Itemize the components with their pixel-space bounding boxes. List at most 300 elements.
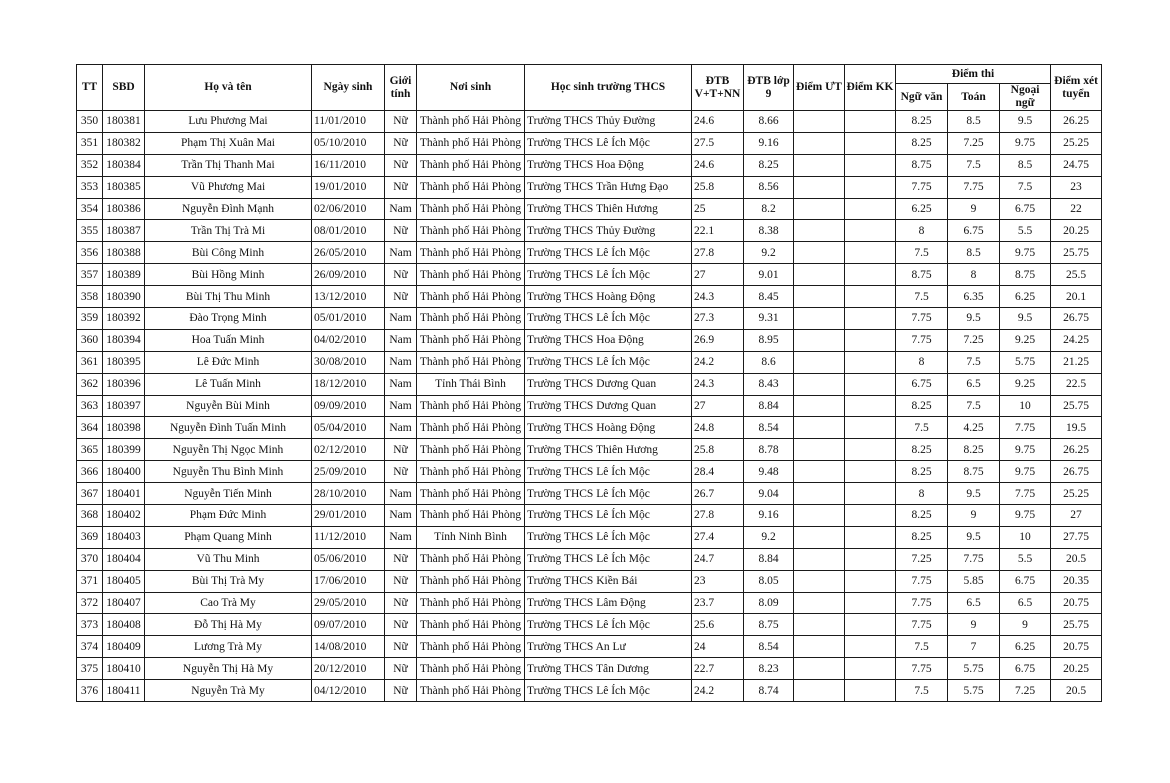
cell-gender: Nam	[385, 417, 417, 439]
cell-ngoai-ngu: 9.25	[1000, 329, 1051, 351]
cell-gender: Nam	[385, 505, 417, 527]
cell-school: Trường THCS Lê Ích Mộc	[525, 505, 692, 527]
table-row	[77, 461, 1102, 483]
cell-birthplace: Thành phố Hải Phòng	[417, 264, 525, 286]
cell-dtb-vtn: 27.3	[692, 308, 744, 330]
table-row	[77, 417, 1102, 439]
table-row	[77, 592, 1102, 614]
header-dtb-vtn: ĐTB V+T+NN	[692, 65, 744, 111]
header-gender: Giới tính	[385, 65, 417, 111]
cell-school: Trường THCS Kiền Bái	[525, 570, 692, 592]
cell-diem-kk	[845, 526, 896, 548]
cell-ngu-van: 7.25	[896, 548, 948, 570]
cell-school: Trường THCS Dương Quan	[525, 395, 692, 417]
cell-ngu-van: 7.5	[896, 680, 948, 702]
cell-dtb-lop9: 9.2	[744, 242, 794, 264]
table-row	[77, 176, 1102, 198]
cell-ngu-van: 8.25	[896, 526, 948, 548]
cell-toan: 7	[948, 636, 1000, 658]
cell-dob: 09/09/2010	[312, 395, 385, 417]
cell-diem-ut	[794, 658, 845, 680]
cell-birthplace: Thành phố Hải Phòng	[417, 505, 525, 527]
header-birthplace: Nơi sinh	[417, 65, 525, 111]
cell-school: Trường THCS Hoa Động	[525, 329, 692, 351]
cell-tt: 359	[77, 308, 103, 330]
cell-birthplace: Thành phố Hải Phòng	[417, 242, 525, 264]
table-row	[77, 614, 1102, 636]
header-toan: Toán	[948, 84, 1000, 111]
cell-dob: 08/01/2010	[312, 220, 385, 242]
cell-tt: 366	[77, 461, 103, 483]
cell-tt: 360	[77, 329, 103, 351]
cell-toan: 9	[948, 614, 1000, 636]
table-row	[77, 220, 1102, 242]
cell-diem-xet-tuyen: 20.5	[1051, 680, 1102, 702]
cell-sbd: 180411	[103, 680, 145, 702]
header-diem-ut: Điểm ƯT	[794, 65, 845, 111]
cell-school: Trường THCS Lê Ích Mộc	[525, 461, 692, 483]
cell-dtb-lop9: 8.45	[744, 286, 794, 308]
cell-school: Trường THCS Thủy Đường	[525, 111, 692, 133]
header-sbd: SBD	[103, 65, 145, 111]
cell-diem-kk	[845, 198, 896, 220]
cell-birthplace: Thành phố Hải Phòng	[417, 614, 525, 636]
cell-diem-ut	[794, 483, 845, 505]
cell-dtb-vtn: 25.8	[692, 176, 744, 198]
cell-birthplace: Thành phố Hải Phòng	[417, 220, 525, 242]
cell-dtb-vtn: 23	[692, 570, 744, 592]
cell-ngoai-ngu: 6.75	[1000, 570, 1051, 592]
cell-diem-kk	[845, 570, 896, 592]
cell-diem-kk	[845, 373, 896, 395]
cell-tt: 375	[77, 658, 103, 680]
cell-diem-kk	[845, 176, 896, 198]
cell-tt: 376	[77, 680, 103, 702]
cell-toan: 7.5	[948, 395, 1000, 417]
cell-sbd: 180404	[103, 548, 145, 570]
cell-diem-kk	[845, 417, 896, 439]
cell-dtb-lop9: 9.2	[744, 526, 794, 548]
cell-diem-kk	[845, 505, 896, 527]
cell-name: Nguyễn Thị Ngọc Minh	[145, 439, 312, 461]
cell-birthplace: Thành phố Hải Phòng	[417, 329, 525, 351]
cell-sbd: 180408	[103, 614, 145, 636]
cell-ngu-van: 7.75	[896, 570, 948, 592]
header-name: Họ và tên	[145, 65, 312, 111]
cell-tt: 365	[77, 439, 103, 461]
cell-dtb-lop9: 8.75	[744, 614, 794, 636]
cell-ngoai-ngu: 8.5	[1000, 154, 1051, 176]
cell-ngoai-ngu: 5.75	[1000, 351, 1051, 373]
cell-dtb-lop9: 8.23	[744, 658, 794, 680]
cell-ngu-van: 8.25	[896, 439, 948, 461]
cell-ngu-van: 8.75	[896, 154, 948, 176]
cell-dob: 02/12/2010	[312, 439, 385, 461]
cell-gender: Nam	[385, 373, 417, 395]
cell-dtb-lop9: 8.84	[744, 395, 794, 417]
table-row	[77, 264, 1102, 286]
cell-dtb-lop9: 8.6	[744, 351, 794, 373]
cell-dob: 05/10/2010	[312, 132, 385, 154]
cell-dob: 17/06/2010	[312, 570, 385, 592]
cell-ngoai-ngu: 6.25	[1000, 636, 1051, 658]
cell-dtb-vtn: 27.4	[692, 526, 744, 548]
cell-dtb-lop9: 8.78	[744, 439, 794, 461]
cell-dob: 09/07/2010	[312, 614, 385, 636]
cell-toan: 9	[948, 505, 1000, 527]
cell-dtb-vtn: 24.7	[692, 548, 744, 570]
cell-dtb-lop9: 8.84	[744, 548, 794, 570]
table-row	[77, 373, 1102, 395]
cell-toan: 7.5	[948, 154, 1000, 176]
cell-diem-xet-tuyen: 25.25	[1051, 483, 1102, 505]
cell-toan: 7.25	[948, 132, 1000, 154]
cell-diem-kk	[845, 614, 896, 636]
cell-name: Nguyễn Tiến Minh	[145, 483, 312, 505]
cell-dtb-vtn: 26.9	[692, 329, 744, 351]
cell-ngoai-ngu: 6.25	[1000, 286, 1051, 308]
cell-diem-xet-tuyen: 24.75	[1051, 154, 1102, 176]
cell-gender: Nữ	[385, 220, 417, 242]
cell-diem-xet-tuyen: 20.25	[1051, 658, 1102, 680]
cell-diem-xet-tuyen: 20.35	[1051, 570, 1102, 592]
cell-dtb-vtn: 27.8	[692, 505, 744, 527]
cell-diem-ut	[794, 680, 845, 702]
cell-sbd: 180407	[103, 592, 145, 614]
cell-school: Trường THCS Lê Ích Mộc	[525, 483, 692, 505]
cell-gender: Nữ	[385, 680, 417, 702]
table-row	[77, 439, 1102, 461]
cell-name: Nguyễn Thu Bình Minh	[145, 461, 312, 483]
cell-dtb-lop9: 9.01	[744, 264, 794, 286]
cell-gender: Nữ	[385, 286, 417, 308]
cell-gender: Nữ	[385, 614, 417, 636]
cell-diem-ut	[794, 461, 845, 483]
cell-school: Trường THCS Dương Quan	[525, 373, 692, 395]
cell-gender: Nữ	[385, 592, 417, 614]
cell-ngoai-ngu: 7.25	[1000, 680, 1051, 702]
cell-ngu-van: 8.75	[896, 264, 948, 286]
cell-gender: Nam	[385, 308, 417, 330]
cell-name: Vũ Phương Mai	[145, 176, 312, 198]
cell-school: Trường THCS Lê Ích Mộc	[525, 526, 692, 548]
cell-school: Trường THCS Thiên Hương	[525, 198, 692, 220]
cell-dtb-lop9: 8.09	[744, 592, 794, 614]
header-diem-xet-tuyen: Điểm xét tuyển	[1051, 65, 1102, 111]
cell-gender: Nữ	[385, 264, 417, 286]
cell-diem-kk	[845, 439, 896, 461]
cell-dob: 13/12/2010	[312, 286, 385, 308]
cell-tt: 352	[77, 154, 103, 176]
cell-school: Trường THCS Lê Ích Mộc	[525, 351, 692, 373]
cell-tt: 350	[77, 111, 103, 133]
cell-diem-ut	[794, 132, 845, 154]
cell-birthplace: Thành phố Hải Phòng	[417, 198, 525, 220]
cell-ngu-van: 8.25	[896, 505, 948, 527]
cell-gender: Nữ	[385, 658, 417, 680]
cell-ngu-van: 8	[896, 351, 948, 373]
cell-school: Trường THCS Lê Ích Mộc	[525, 680, 692, 702]
cell-ngu-van: 7.5	[896, 417, 948, 439]
cell-toan: 7.75	[948, 176, 1000, 198]
cell-name: Phạm Quang Minh	[145, 526, 312, 548]
cell-school: Trường THCS Hoàng Động	[525, 286, 692, 308]
cell-dtb-vtn: 26.7	[692, 483, 744, 505]
cell-birthplace: Thành phố Hải Phòng	[417, 483, 525, 505]
cell-diem-xet-tuyen: 21.25	[1051, 351, 1102, 373]
cell-ngoai-ngu: 6.75	[1000, 198, 1051, 220]
cell-dtb-vtn: 24.2	[692, 680, 744, 702]
cell-dtb-lop9: 8.74	[744, 680, 794, 702]
header-diem-thi: Điểm thi	[896, 65, 1051, 84]
cell-tt: 361	[77, 351, 103, 373]
cell-school: Trường THCS Lê Ích Mộc	[525, 264, 692, 286]
cell-gender: Nam	[385, 198, 417, 220]
cell-school: Trường THCS Hoàng Động	[525, 417, 692, 439]
cell-dob: 20/12/2010	[312, 658, 385, 680]
cell-toan: 8.25	[948, 439, 1000, 461]
cell-toan: 8.5	[948, 242, 1000, 264]
table-row	[77, 395, 1102, 417]
cell-dob: 28/10/2010	[312, 483, 385, 505]
cell-diem-ut	[794, 548, 845, 570]
cell-sbd: 180409	[103, 636, 145, 658]
cell-toan: 6.75	[948, 220, 1000, 242]
cell-birthplace: Thành phố Hải Phòng	[417, 351, 525, 373]
cell-dtb-vtn: 25	[692, 198, 744, 220]
cell-dob: 26/05/2010	[312, 242, 385, 264]
cell-tt: 356	[77, 242, 103, 264]
cell-ngu-van: 8.25	[896, 461, 948, 483]
cell-name: Vũ Thu Minh	[145, 548, 312, 570]
cell-toan: 8	[948, 264, 1000, 286]
cell-ngoai-ngu: 9.5	[1000, 111, 1051, 133]
cell-dtb-vtn: 22.7	[692, 658, 744, 680]
cell-sbd: 180386	[103, 198, 145, 220]
table-row	[77, 286, 1102, 308]
cell-tt: 351	[77, 132, 103, 154]
cell-sbd: 180395	[103, 351, 145, 373]
cell-ngoai-ngu: 5.5	[1000, 548, 1051, 570]
cell-gender: Nữ	[385, 439, 417, 461]
cell-gender: Nam	[385, 351, 417, 373]
cell-dob: 05/04/2010	[312, 417, 385, 439]
cell-dtb-lop9: 8.2	[744, 198, 794, 220]
cell-dtb-lop9: 8.95	[744, 329, 794, 351]
cell-dob: 16/11/2010	[312, 154, 385, 176]
cell-dtb-vtn: 27	[692, 264, 744, 286]
cell-dtb-vtn: 24.2	[692, 351, 744, 373]
cell-birthplace: Thành phố Hải Phòng	[417, 417, 525, 439]
cell-birthplace: Thành phố Hải Phòng	[417, 308, 525, 330]
cell-sbd: 180394	[103, 329, 145, 351]
cell-diem-xet-tuyen: 27.75	[1051, 526, 1102, 548]
cell-toan: 6.35	[948, 286, 1000, 308]
cell-gender: Nữ	[385, 570, 417, 592]
cell-name: Bùi Công Minh	[145, 242, 312, 264]
cell-diem-ut	[794, 592, 845, 614]
cell-ngu-van: 6.75	[896, 373, 948, 395]
cell-sbd: 180385	[103, 176, 145, 198]
table-row	[77, 483, 1102, 505]
cell-diem-ut	[794, 417, 845, 439]
cell-dtb-lop9: 8.54	[744, 636, 794, 658]
cell-dtb-vtn: 27	[692, 395, 744, 417]
cell-gender: Nữ	[385, 176, 417, 198]
cell-dtb-vtn: 27.5	[692, 132, 744, 154]
cell-diem-xet-tuyen: 27	[1051, 505, 1102, 527]
cell-dob: 25/09/2010	[312, 461, 385, 483]
cell-name: Đào Trọng Minh	[145, 308, 312, 330]
cell-toan: 9	[948, 198, 1000, 220]
cell-birthplace: Thành phố Hải Phòng	[417, 176, 525, 198]
cell-ngoai-ngu: 7.75	[1000, 483, 1051, 505]
cell-diem-kk	[845, 264, 896, 286]
cell-dtb-vtn: 24.8	[692, 417, 744, 439]
cell-diem-xet-tuyen: 25.5	[1051, 264, 1102, 286]
cell-ngoai-ngu: 6.75	[1000, 658, 1051, 680]
cell-toan: 7.75	[948, 548, 1000, 570]
table-row	[77, 680, 1102, 702]
cell-diem-ut	[794, 614, 845, 636]
table-row	[77, 351, 1102, 373]
cell-toan: 8.75	[948, 461, 1000, 483]
table-row	[77, 505, 1102, 527]
cell-diem-ut	[794, 373, 845, 395]
cell-diem-xet-tuyen: 20.75	[1051, 592, 1102, 614]
cell-dob: 11/01/2010	[312, 111, 385, 133]
table-row	[77, 329, 1102, 351]
cell-diem-ut	[794, 526, 845, 548]
cell-toan: 9.5	[948, 308, 1000, 330]
cell-ngu-van: 7.75	[896, 308, 948, 330]
cell-diem-kk	[845, 680, 896, 702]
cell-school: Trường THCS Lê Ích Mộc	[525, 308, 692, 330]
cell-diem-xet-tuyen: 26.25	[1051, 111, 1102, 133]
table-row	[77, 658, 1102, 680]
cell-diem-ut	[794, 286, 845, 308]
cell-dob: 26/09/2010	[312, 264, 385, 286]
cell-toan: 9.5	[948, 483, 1000, 505]
cell-dob: 18/12/2010	[312, 373, 385, 395]
table-row	[77, 308, 1102, 330]
cell-dtb-vtn: 25.6	[692, 614, 744, 636]
cell-sbd: 180388	[103, 242, 145, 264]
cell-gender: Nữ	[385, 548, 417, 570]
table-row	[77, 242, 1102, 264]
cell-birthplace: Thành phố Hải Phòng	[417, 592, 525, 614]
cell-diem-ut	[794, 154, 845, 176]
table-row	[77, 636, 1102, 658]
cell-tt: 370	[77, 548, 103, 570]
cell-gender: Nam	[385, 242, 417, 264]
cell-dob: 19/01/2010	[312, 176, 385, 198]
cell-birthplace: Thành phố Hải Phòng	[417, 286, 525, 308]
cell-dob: 11/12/2010	[312, 526, 385, 548]
cell-dtb-lop9: 8.43	[744, 373, 794, 395]
cell-name: Lê Đức Minh	[145, 351, 312, 373]
table-body	[77, 111, 1102, 702]
cell-diem-kk	[845, 548, 896, 570]
cell-diem-ut	[794, 351, 845, 373]
cell-birthplace: Thành phố Hải Phòng	[417, 658, 525, 680]
cell-ngu-van: 8.25	[896, 132, 948, 154]
cell-ngoai-ngu: 7.75	[1000, 417, 1051, 439]
cell-name: Nguyễn Đình Tuấn Minh	[145, 417, 312, 439]
cell-diem-ut	[794, 636, 845, 658]
cell-gender: Nữ	[385, 132, 417, 154]
cell-school: Trường THCS Thiên Hương	[525, 439, 692, 461]
cell-sbd: 180392	[103, 308, 145, 330]
cell-dtb-vtn: 25.8	[692, 439, 744, 461]
cell-dob: 05/06/2010	[312, 548, 385, 570]
cell-dtb-lop9: 8.38	[744, 220, 794, 242]
cell-diem-ut	[794, 264, 845, 286]
cell-tt: 364	[77, 417, 103, 439]
cell-diem-ut	[794, 111, 845, 133]
cell-ngoai-ngu: 9.75	[1000, 132, 1051, 154]
cell-diem-kk	[845, 286, 896, 308]
cell-diem-kk	[845, 111, 896, 133]
cell-ngoai-ngu: 9.75	[1000, 439, 1051, 461]
cell-name: Đỗ Thị Hà My	[145, 614, 312, 636]
cell-tt: 367	[77, 483, 103, 505]
cell-dob: 05/01/2010	[312, 308, 385, 330]
cell-sbd: 180403	[103, 526, 145, 548]
cell-sbd: 180384	[103, 154, 145, 176]
cell-birthplace: Thành phố Hải Phòng	[417, 439, 525, 461]
cell-dtb-vtn: 22.1	[692, 220, 744, 242]
cell-birthplace: Tỉnh Thái Bình	[417, 373, 525, 395]
cell-gender: Nữ	[385, 154, 417, 176]
cell-gender: Nam	[385, 329, 417, 351]
cell-name: Nguyễn Đình Mạnh	[145, 198, 312, 220]
cell-school: Trường THCS Tân Dương	[525, 658, 692, 680]
cell-dtb-lop9: 8.54	[744, 417, 794, 439]
cell-dob: 29/01/2010	[312, 505, 385, 527]
cell-diem-ut	[794, 198, 845, 220]
cell-dtb-lop9: 9.48	[744, 461, 794, 483]
cell-ngoai-ngu: 8.75	[1000, 264, 1051, 286]
cell-diem-kk	[845, 636, 896, 658]
cell-dtb-vtn: 24.6	[692, 154, 744, 176]
cell-name: Hoa Tuấn Minh	[145, 329, 312, 351]
cell-tt: 363	[77, 395, 103, 417]
cell-name: Nguyễn Thị Hà My	[145, 658, 312, 680]
cell-dtb-lop9: 8.66	[744, 111, 794, 133]
cell-tt: 372	[77, 592, 103, 614]
cell-diem-xet-tuyen: 25.75	[1051, 395, 1102, 417]
cell-toan: 5.85	[948, 570, 1000, 592]
cell-diem-xet-tuyen: 26.25	[1051, 439, 1102, 461]
cell-diem-kk	[845, 395, 896, 417]
table-row	[77, 548, 1102, 570]
table-row	[77, 111, 1102, 133]
cell-sbd: 180405	[103, 570, 145, 592]
cell-diem-kk	[845, 242, 896, 264]
cell-ngu-van: 7.5	[896, 636, 948, 658]
cell-toan: 7.25	[948, 329, 1000, 351]
cell-tt: 371	[77, 570, 103, 592]
cell-dtb-lop9: 9.04	[744, 483, 794, 505]
cell-ngu-van: 6.25	[896, 198, 948, 220]
cell-name: Lưu Phương Mai	[145, 111, 312, 133]
cell-dtb-vtn: 23.7	[692, 592, 744, 614]
cell-diem-xet-tuyen: 20.5	[1051, 548, 1102, 570]
cell-gender: Nam	[385, 526, 417, 548]
cell-ngoai-ngu: 6.5	[1000, 592, 1051, 614]
cell-school: Trường THCS Lâm Động	[525, 592, 692, 614]
